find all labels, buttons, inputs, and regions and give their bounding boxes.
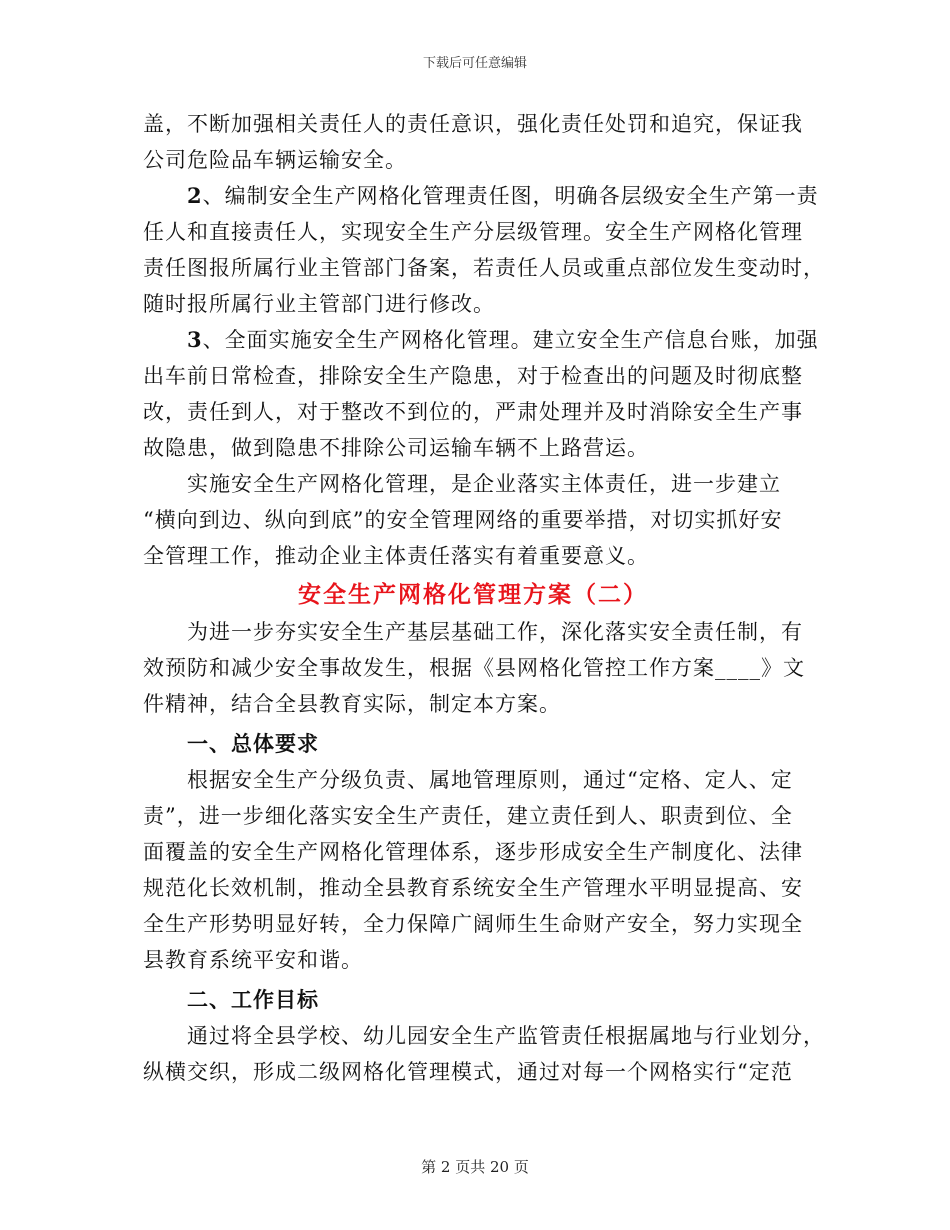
text-line: 盖，不断加强相关责任人的责任意识，强化责任处罚和追究，保证我 (143, 112, 803, 136)
text-line: 公司危险品车辆运输安全。 (143, 148, 407, 172)
text-line: 责任图报所属行业主管部门备案，若责任人员或重点部位发生变动时， (143, 256, 825, 280)
text-line: “横向到边、纵向到底”的安全管理网络的重要举措，对切实抓好安 (143, 508, 783, 532)
text-line-first: 根据安全生产分级负责、属地管理原则，通过“定格、定人、定 (187, 768, 793, 792)
text-line: 件精神，结合全县教育实际，制定本方案。 (143, 692, 561, 716)
text-line: 面覆盖的安全生产网格化管理体系，逐步形成安全生产制度化、法律 (143, 840, 803, 864)
paragraph-1 (143, 106, 803, 178)
page-header: 下载后可任意编辑 (422, 56, 527, 71)
item-number: 3 (187, 327, 203, 352)
document-body (143, 106, 825, 1090)
text-line-first (143, 178, 819, 214)
text-line: 改，责任到人，对于整改不到位的，严肃处理并及时消除安全生产事 (143, 400, 803, 424)
item-number: 2 (187, 183, 203, 208)
text-line: 责”，进一步细化落实安全生产责任，建立责任到人、职责到位、全 (143, 804, 793, 828)
paragraph-3 (143, 322, 819, 466)
text-line: 全生产形势明显好转，全力保障广阔师生生命财产安全，努力实现全 (143, 912, 803, 936)
heading-work-goals: 二、工作目标 (187, 987, 319, 1012)
text-run: 、全面实施安全生产网格化管理。建立安全生产信息台账，加强 (202, 328, 819, 352)
page-footer: 第 2 页共 20 页 (421, 1158, 529, 1176)
text-line: 故隐患，做到隐患不排除公司运输车辆不上路营运。 (143, 436, 649, 460)
text-line: 全管理工作，推动企业主体责任落实有着重要意义。 (143, 544, 649, 568)
paragraph-5 (143, 614, 803, 722)
paragraph-7 (143, 1018, 825, 1090)
text-line: 效预防和减少安全事故发生，根据《县网格化管控工作方案____》文 (143, 656, 805, 680)
text-line: 随时报所属行业主管部门进行修改。 (143, 292, 495, 316)
paragraph-2 (143, 178, 825, 322)
text-line: 县教育系统平安和谐。 (143, 948, 363, 972)
text-line: 任人和直接责任人，实现安全生产分层级管理。安全生产网格化管理 (143, 220, 803, 244)
heading-overall-requirements: 一、总体要求 (187, 731, 319, 756)
text-line-first (143, 322, 819, 358)
paragraph-4 (143, 466, 803, 574)
text-line: 纵横交织，形成二级网格化管理模式，通过对每一个网格实行“定范 (143, 1060, 793, 1084)
text-line: 出车前日常检查，排除安全生产隐患，对于检查出的问题及时彻底整 (143, 364, 803, 388)
text-run: 、编制安全生产网格化管理责任图，明确各层级安全生产第一责 (202, 184, 819, 208)
text-line-first: 实施安全生产网格化管理，是企业落实主体责任，进一步建立 (187, 472, 781, 496)
section-title: 安全生产网格化管理方案（二） (298, 581, 648, 608)
text-line-first: 为进一步夯实安全生产基层基础工作，深化落实安全责任制，有 (187, 620, 803, 644)
text-line-first: 通过将全县学校、幼儿园安全生产监管责任根据属地与行业划分， (187, 1024, 825, 1048)
text-line: 规范化长效机制，推动全县教育系统安全生产管理水平明显提高、安 (143, 876, 803, 900)
paragraph-6 (143, 762, 803, 978)
